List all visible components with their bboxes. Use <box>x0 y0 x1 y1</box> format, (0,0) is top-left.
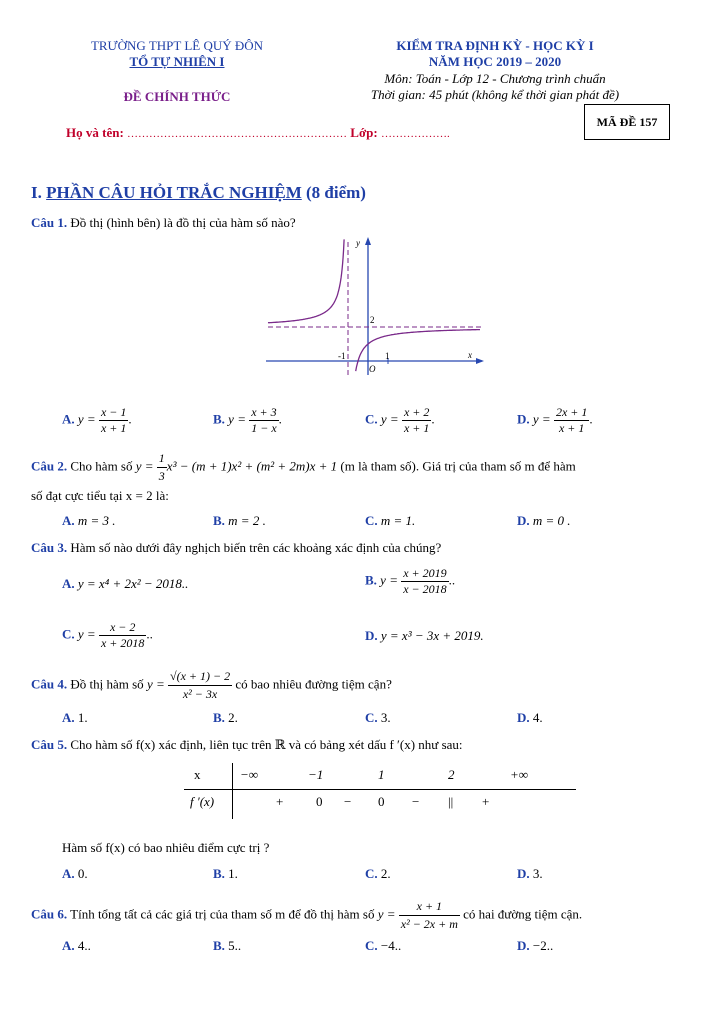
option-d-label: D. <box>517 938 530 953</box>
label-one: 1 <box>385 351 390 361</box>
question-5-ask: Hàm số f(x) có bao nhiêu điểm cực trị ? <box>62 840 270 855</box>
q3-b-fraction <box>401 566 448 597</box>
q1-c-lhs: y = <box>380 411 399 427</box>
question-5-text: Cho hàm số f(x) xác định, liên tục trên ℝ và có bảng xét dấu f ′(x) như sau: <box>67 737 463 752</box>
q2-option-c[interactable] <box>365 513 415 529</box>
question-4-pre: Đồ thị hàm số <box>67 676 147 692</box>
option-c-label: C. <box>365 710 378 725</box>
sign-undefined: || <box>448 794 454 809</box>
q6-c-text: −4.. <box>380 938 402 953</box>
q3-c-num: x − 2 <box>99 620 146 636</box>
q3-c-end: .. <box>146 626 153 642</box>
y-axis-label: y <box>356 238 360 248</box>
sign-table-vline <box>232 763 233 819</box>
q4-d-text: 4. <box>532 710 543 725</box>
q1-d-end: . <box>589 411 593 427</box>
q3-d-text: y = x³ − 3x + 2019. <box>380 628 484 643</box>
sign-plus-2: + <box>482 794 490 809</box>
sign-table-fprime-header: f ′(x) <box>190 794 215 809</box>
q1-c-end: . <box>431 411 435 427</box>
q3-option-a[interactable] <box>62 576 188 592</box>
sign-minus-2: − <box>412 794 420 809</box>
q1-c-num: x + 2 <box>403 405 430 419</box>
q4-a-text: 1. <box>77 710 88 725</box>
option-a-label: A. <box>62 938 75 953</box>
question-5-label: Câu 5. <box>31 737 68 752</box>
question-2-mid: (m là tham số). Giá trị của tham số m để hàm <box>337 458 576 474</box>
q6-lhs: y = <box>377 906 396 922</box>
question-3-text: Hàm số nào dưới đây nghịch biến trên các khoảng xác định của chúng? <box>67 540 442 555</box>
option-c-label: C. <box>365 938 378 953</box>
question-1 <box>31 214 296 231</box>
q5-option-b[interactable] <box>213 866 238 882</box>
question-1-label: Câu 1. <box>31 215 68 230</box>
question-2 <box>31 450 576 485</box>
q2-frac-num: 1 <box>157 450 167 468</box>
question-3-label: Câu 3. <box>31 540 68 555</box>
q6-d-text: −2.. <box>532 938 554 953</box>
q5-c-text: 2. <box>380 866 391 881</box>
q3-c-fraction <box>99 620 146 651</box>
q2-option-b[interactable] <box>213 513 266 529</box>
q1-d-num: 2x + 1 <box>555 405 588 419</box>
q3-option-b[interactable] <box>365 566 455 597</box>
q2-function-rest: x³ − (m + 1)x² + (m² + 2m)x + 1 <box>166 458 338 474</box>
section-name: PHẦN CÂU HỎI TRẮC NGHIỆM <box>46 183 302 202</box>
label-two: 2 <box>370 315 375 325</box>
option-b-label: B. <box>213 513 225 528</box>
hyperbola-left-branch <box>268 239 344 322</box>
question-2-pre: Cho hàm số <box>67 458 136 474</box>
option-c-label: C. <box>365 866 378 881</box>
q6-frac-den: x² − 2x + m <box>400 917 458 931</box>
option-a-label: A. <box>62 513 75 528</box>
q6-option-a[interactable] <box>62 938 91 954</box>
option-d-label: D. <box>517 866 530 881</box>
q4-option-b[interactable] <box>213 710 238 726</box>
q1-b-den: 1 − x <box>251 421 277 435</box>
q4-fraction <box>168 668 232 703</box>
sign-table-hline <box>184 789 576 790</box>
q2-d-text: m = 0 . <box>532 513 571 528</box>
option-b-label: B. <box>213 938 225 953</box>
question-3 <box>31 539 441 556</box>
q4-option-c[interactable] <box>365 710 391 726</box>
option-d-label: D. <box>517 411 530 427</box>
sign-table <box>184 763 576 819</box>
q2-a-text: m = 3 . <box>77 513 116 528</box>
q5-d-text: 3. <box>532 866 543 881</box>
q3-a-text: y = x⁴ + 2x² − 2018.. <box>77 576 189 591</box>
sign-zero-1: 0 <box>316 794 323 809</box>
option-a-label: A. <box>62 710 75 725</box>
x-axis-label: x <box>468 350 472 360</box>
subject-line: Môn: Toán - Lớp 12 - Chương trình chuẩn <box>384 71 606 86</box>
department: TỔ TỰ NHIÊN I <box>129 54 225 69</box>
exam-title: KIỂM TRA ĐỊNH KỲ - HỌC KỲ I <box>396 38 594 53</box>
option-d-label: D. <box>365 628 378 643</box>
official-stamp: ĐỀ CHÍNH THỨC <box>123 89 231 104</box>
q6-option-c[interactable] <box>365 938 401 954</box>
question-5 <box>31 736 463 753</box>
question-4 <box>31 668 392 703</box>
q3-b-lhs: y = <box>380 572 398 588</box>
q1-b-end: . <box>278 411 282 427</box>
question-4-post: có bao nhiêu đường tiệm cận? <box>232 676 392 692</box>
label-minus-one: -1 <box>338 351 346 361</box>
section-roman: I. <box>31 183 47 202</box>
q3-c-lhs: y = <box>77 626 96 642</box>
q5-option-c[interactable] <box>365 866 391 882</box>
q1-option-b[interactable] <box>213 405 282 436</box>
option-b-label: B. <box>213 411 225 427</box>
option-c-label: C. <box>62 626 75 642</box>
q3-b-num: x + 2019 <box>403 566 447 580</box>
q6-option-b[interactable] <box>213 938 241 954</box>
section-points: (8 điểm) <box>301 183 366 202</box>
student-info-line <box>66 124 450 143</box>
q1-a-fraction <box>99 405 128 436</box>
q1-option-d[interactable] <box>517 405 593 436</box>
question-6-post: có hai đường tiệm cận. <box>459 906 583 922</box>
q1-d-lhs: y = <box>532 411 551 427</box>
q2-lhs: y = <box>135 458 154 474</box>
q1-d-fraction <box>554 405 589 436</box>
q1-option-c[interactable] <box>365 405 435 436</box>
q1-c-den: x + 1 <box>403 421 430 435</box>
q2-option-d[interactable] <box>517 513 571 529</box>
option-c-label: C. <box>365 513 378 528</box>
question-6 <box>31 898 582 933</box>
question-2-label: Câu 2. <box>31 458 68 474</box>
school-name: TRƯỜNG THPT LÊ QUÝ ĐÔN <box>90 38 264 53</box>
label-origin: O <box>369 364 376 374</box>
time-line: Thời gian: 45 phút (không kể thời gian phát đề) <box>370 87 620 102</box>
q1-a-end: . <box>128 411 132 427</box>
q1-b-lhs: y = <box>228 411 246 427</box>
option-a-label: A. <box>62 576 75 591</box>
q6-option-d[interactable] <box>517 938 553 954</box>
option-d-label: D. <box>517 513 530 528</box>
q5-b-text: 1. <box>228 866 238 881</box>
option-d-label: D. <box>517 710 530 725</box>
q6-frac-num: x + 1 <box>399 898 460 916</box>
q4-c-text: 3. <box>380 710 391 725</box>
q1-option-a[interactable] <box>62 405 132 436</box>
q1-d-den: x + 1 <box>558 421 585 435</box>
sign-table-x-one: 1 <box>378 767 385 782</box>
q4-option-d[interactable] <box>517 710 543 726</box>
name-label: Họ và tên: <box>66 125 124 140</box>
q1-c-fraction <box>402 405 431 436</box>
q2-b-text: m = 2 . <box>228 513 266 528</box>
question-2-line2: số đạt cực tiểu tại x = 2 là: <box>31 488 169 503</box>
q4-lhs: y = <box>146 676 165 692</box>
q4-frac-den: x² − 3x <box>182 687 218 701</box>
option-c-label: C. <box>365 411 378 427</box>
class-label: Lớp: <box>350 125 378 140</box>
q6-b-text: 5.. <box>228 938 242 953</box>
q3-b-end: .. <box>448 572 456 588</box>
school-year: NĂM HỌC 2019 – 2020 <box>428 54 562 69</box>
sign-minus-1: − <box>344 794 352 809</box>
sign-table-x-pos-inf: +∞ <box>510 767 529 782</box>
y-axis-arrow-icon <box>365 237 371 245</box>
question-4-label: Câu 4. <box>31 676 68 692</box>
q2-c-text: m = 1. <box>380 513 416 528</box>
q5-a-text: 0. <box>77 866 88 881</box>
q1-graph <box>262 232 490 378</box>
q3-b-den: x − 2018 <box>403 582 447 596</box>
q1-a-num: x − 1 <box>100 405 127 419</box>
q1-b-fraction <box>249 405 278 436</box>
q5-option-d[interactable] <box>517 866 543 882</box>
sign-plus-1: + <box>276 794 284 809</box>
q2-frac-den: 3 <box>158 469 165 483</box>
name-dots[interactable]: …………………………………………………… <box>127 128 348 140</box>
q6-fraction <box>399 898 460 933</box>
sign-table-x-header: x <box>194 767 201 782</box>
q1-b-num: x + 3 <box>251 405 277 419</box>
option-b-label: B. <box>365 572 377 588</box>
q4-frac-num: √(x + 1) − 2 <box>168 668 232 686</box>
option-b-label: B. <box>213 866 225 881</box>
q4-b-text: 2. <box>228 710 238 725</box>
sign-table-x-neg-inf: −∞ <box>240 767 259 782</box>
q1-a-den: x + 1 <box>100 421 127 435</box>
q2-fraction <box>157 450 167 485</box>
option-a-label: A. <box>62 866 75 881</box>
question-6-label: Câu 6. <box>31 906 68 922</box>
question-6-pre: Tính tổng tất cả các giá trị của tham số m để đồ thị hàm số <box>67 906 378 922</box>
section-title <box>31 183 366 203</box>
q4-option-a[interactable] <box>62 710 88 726</box>
sign-table-x-minus-one: −1 <box>308 767 324 782</box>
x-axis-arrow-icon <box>476 358 484 364</box>
sign-table-x-two: 2 <box>448 767 455 782</box>
q6-a-text: 4.. <box>77 938 91 953</box>
q1-a-lhs: y = <box>77 411 96 427</box>
question-1-text: Đồ thị (hình bên) là đồ thị của hàm số nào? <box>67 215 296 230</box>
q3-option-d[interactable] <box>365 628 484 644</box>
sign-zero-2: 0 <box>378 794 385 809</box>
q3-option-c[interactable] <box>62 620 153 651</box>
q5-option-a[interactable] <box>62 866 88 882</box>
q3-c-den: x + 2018 <box>100 636 145 650</box>
q2-option-a[interactable] <box>62 513 116 529</box>
exam-code-box: MÃ ĐỀ 157 <box>584 104 670 140</box>
class-dots[interactable]: ………………. <box>380 128 450 140</box>
option-a-label: A. <box>62 411 75 427</box>
option-b-label: B. <box>213 710 225 725</box>
